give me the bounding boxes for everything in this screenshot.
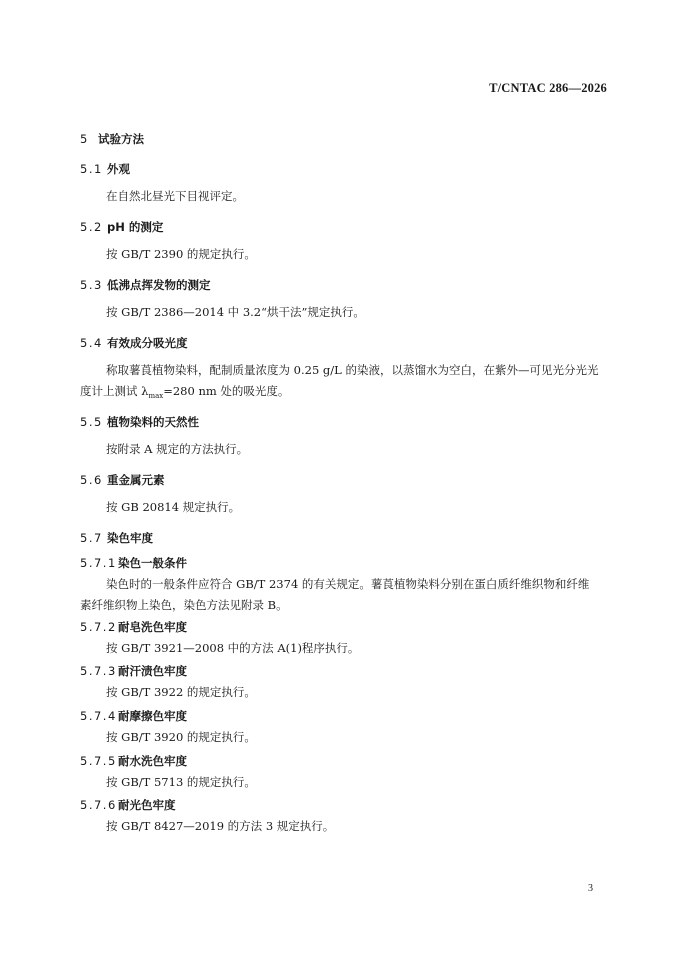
section-body-5-2: 按 GB/T 2390 的规定执行。 xyxy=(106,247,256,261)
section-heading-5-2 xyxy=(80,220,163,234)
section-heading-5-4 xyxy=(80,336,188,350)
section-number: 5.7.3 xyxy=(80,664,117,678)
section-number: 5 xyxy=(80,132,89,146)
section-heading-5-7-2 xyxy=(80,620,187,634)
section-heading-5-7-5 xyxy=(80,754,187,768)
section-title: 染色一般条件 xyxy=(118,556,187,570)
section-heading-5-5 xyxy=(80,415,199,429)
section-number: 5.3 xyxy=(80,278,103,292)
section-number: 5.7.5 xyxy=(80,754,117,768)
body-line-2: 素纤维织物上染色，染色方法见附录 B。 xyxy=(80,598,288,612)
body-line-1: 染色时的一般条件应符合 GB/T 2374 的有关规定。薯莨植物染料分别在蛋白质纤维织物和纤维 xyxy=(106,577,590,591)
lambda-subscript: max xyxy=(148,392,164,400)
section-number: 5.1 xyxy=(80,162,103,176)
section-body-5-7-1 xyxy=(80,574,608,616)
section-number: 5.7.2 xyxy=(80,620,117,634)
section-body-5-7-2: 按 GB/T 3921—2008 中的方法 A(1)程序执行。 xyxy=(106,641,360,655)
section-body-5-4 xyxy=(80,360,608,407)
section-body-5-7-5: 按 GB/T 5713 的规定执行。 xyxy=(106,775,256,789)
section-heading-5 xyxy=(80,132,144,146)
body-line-2-end: =280 nm 处的吸光度。 xyxy=(163,384,290,398)
section-number: 5.4 xyxy=(80,336,103,350)
body-line-2 xyxy=(80,381,608,407)
section-heading-5-7-3 xyxy=(80,664,187,678)
section-title: 重金属元素 xyxy=(107,473,165,487)
section-body-5-1: 在自然北昼光下目视评定。 xyxy=(106,189,244,203)
section-title: 耐摩擦色牢度 xyxy=(118,709,187,723)
section-title: 耐水洗色牢度 xyxy=(118,754,187,768)
page-number: 3 xyxy=(588,883,593,894)
section-number: 5.7.1 xyxy=(80,556,117,570)
section-heading-5-7-4 xyxy=(80,709,187,723)
section-title: 植物染料的天然性 xyxy=(107,415,199,429)
section-body-5-7-6: 按 GB/T 8427—2019 的方法 3 规定执行。 xyxy=(106,819,335,833)
document-code: T/CNTAC 286—2026 xyxy=(489,81,607,95)
section-number: 5.7.6 xyxy=(80,798,117,812)
section-body-5-3: 按 GB/T 2386—2014 中 3.2“烘干法”规定执行。 xyxy=(106,305,365,319)
section-heading-5-6 xyxy=(80,473,165,487)
body-line-2-start: 度计上测试 λ xyxy=(80,384,149,398)
section-number: 5.2 xyxy=(80,220,103,234)
section-title: 外观 xyxy=(107,162,130,176)
section-title: 有效成分吸光度 xyxy=(107,336,188,350)
section-heading-5-3 xyxy=(80,278,211,292)
section-heading-5-1 xyxy=(80,162,130,176)
section-title: 低沸点挥发物的测定 xyxy=(107,278,211,292)
section-number: 5.7.4 xyxy=(80,709,117,723)
section-heading-5-7-6 xyxy=(80,798,176,812)
section-body-5-7-4: 按 GB/T 3920 的规定执行。 xyxy=(106,730,256,744)
section-body-5-6: 按 GB 20814 规定执行。 xyxy=(106,500,241,514)
section-title: 耐光色牢度 xyxy=(118,798,176,812)
section-body-5-7-3: 按 GB/T 3922 的规定执行。 xyxy=(106,685,256,699)
section-heading-5-7 xyxy=(80,531,153,545)
section-heading-5-7-1 xyxy=(80,556,187,570)
section-title: 耐汗渍色牢度 xyxy=(118,664,187,678)
section-title: 耐皂洗色牢度 xyxy=(118,620,187,634)
section-title: 染色牢度 xyxy=(107,531,153,545)
section-number: 5.7 xyxy=(80,531,103,545)
section-title: pH 的测定 xyxy=(107,220,164,234)
section-body-5-5: 按附录 A 规定的方法执行。 xyxy=(106,442,249,456)
section-number: 5.5 xyxy=(80,415,103,429)
section-number: 5.6 xyxy=(80,473,103,487)
section-title: 试验方法 xyxy=(98,132,144,146)
body-line-1: 称取薯莨植物染料，配制质量浓度为 0.25 g/L 的染液，以蒸馏水为空白，在紫外—可见光分光光 xyxy=(106,363,599,377)
